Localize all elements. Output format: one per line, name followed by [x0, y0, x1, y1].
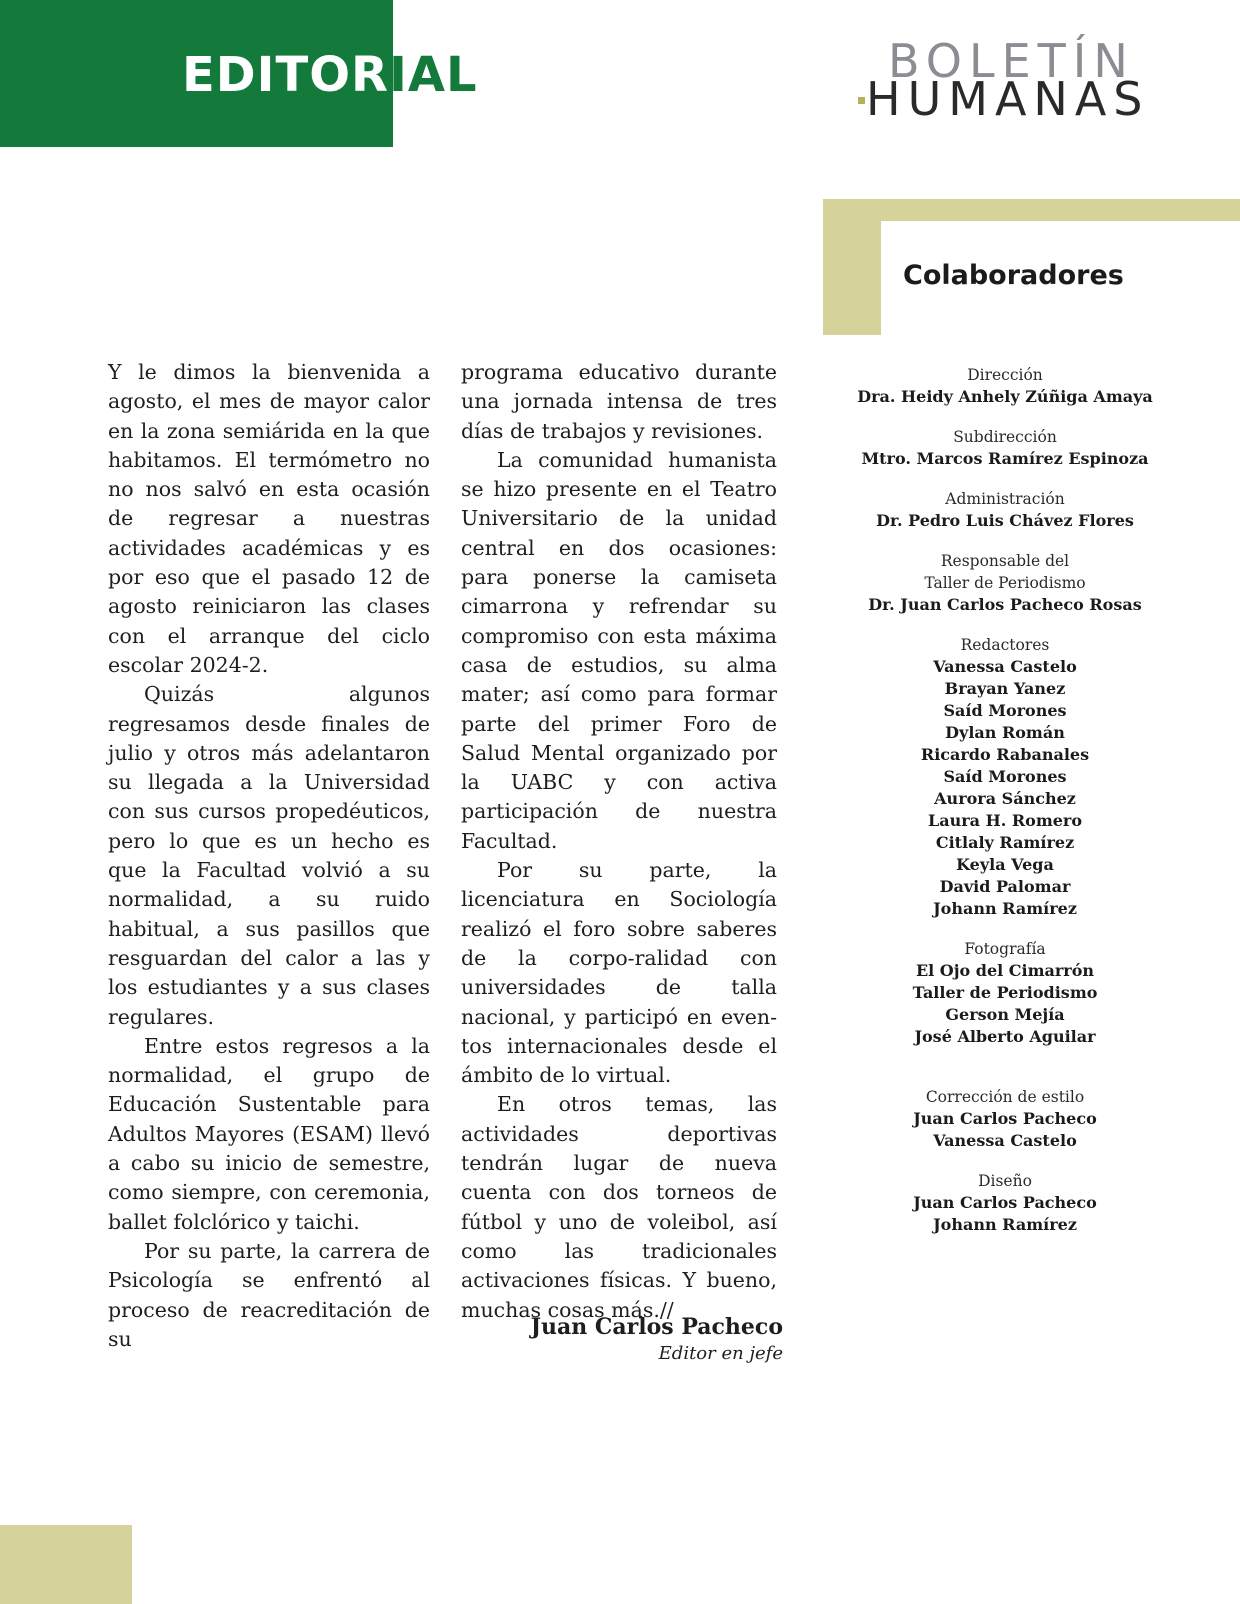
section-title-part-1: EDITOR — [182, 47, 389, 103]
credit-block-redactores — [840, 634, 1170, 920]
credit-name: José Alberto Aguilar — [914, 1027, 1096, 1046]
credit-name: Vanessa Castelo — [933, 1131, 1077, 1150]
editor-signature — [531, 1312, 783, 1366]
article-paragraph: programa educativo durante una jornada intensa de tres días de trabajos y revisiones. — [461, 360, 777, 443]
credit-role: Redactores — [960, 636, 1050, 654]
logo-line-1: BOLETÍN — [888, 34, 1135, 88]
credit-name: Juan Carlos Pacheco — [913, 1109, 1097, 1128]
credit-name: Dylan Román — [945, 723, 1065, 742]
credit-block-fotografia — [840, 938, 1170, 1048]
article-paragraph: Por su parte, la licenciatura en Sociología realizó el foro sobre saberes de la corpo-ralidad con universidades de talla nacional, y participó en even- tos internacionales desde el ámbito de lo virtual. — [461, 858, 777, 1088]
credit-role: Diseño — [978, 1172, 1032, 1190]
colaboradores-heading: Colaboradores — [903, 260, 1124, 291]
credit-name: David Palomar — [939, 877, 1071, 896]
article-paragraph: Y le dimos la bienvenida a agosto, el mes de mayor calor en la zona semiárida en la que habitamos. El termómetro no no nos salvó en esta ocasión de regresar a nuestras actividades académicas y es por eso que el pasado 12 de agosto reiniciaron las clases con el arranque del ciclo escolar 2024-2. — [108, 360, 430, 677]
credit-role: Dirección — [967, 366, 1043, 384]
section-title-part-2: IAL — [389, 47, 478, 103]
credit-name: Saíd Morones — [943, 701, 1067, 720]
credit-name: Juan Carlos Pacheco — [913, 1193, 1097, 1212]
credit-role-line-2: Taller de Periodismo — [924, 574, 1086, 592]
credit-block-diseno — [840, 1170, 1170, 1236]
credit-role: Administración — [945, 490, 1065, 508]
section-title — [182, 44, 478, 106]
credit-role: Responsable del — [940, 552, 1070, 570]
footer-corner-block — [0, 1525, 132, 1604]
article-paragraph: Entre estos regresos a la normalidad, el grupo de Educación Sustentable para Adultos Mayores (ESAM) llevó a cabo su inicio de semestre, como siempre, con ceremonia, ballet folclórico y taichi. — [108, 1033, 430, 1234]
credit-name: El Ojo del Cimarrón — [915, 961, 1095, 980]
credit-name: Keyla Vega — [956, 855, 1054, 874]
credit-name: Taller de Periodismo — [912, 983, 1098, 1002]
credit-name: Gerson Mejía — [945, 1005, 1065, 1024]
credit-name: Saíd Morones — [943, 767, 1067, 786]
credit-name: Vanessa Castelo — [933, 657, 1077, 676]
credit-role: Fotografía — [964, 940, 1046, 958]
credit-name: Mtro. Marcos Ramírez Espinoza — [861, 449, 1149, 468]
credit-name: Dr. Juan Carlos Pacheco Rosas — [868, 595, 1142, 614]
credit-block-correccion — [840, 1086, 1170, 1152]
article-paragraph: Quizás algunos regresamos desde finales de julio y otros más adelantaron su llegada a la Universidad con sus cursos propedéuticos, pero lo que es un hecho es que la Facultad volvió a su normalidad, a su ruido habitual, a sus pasillos que resguardan del calor a las y los estudiantes y a sus clases regulares. — [108, 682, 430, 1029]
credit-name: Johann Ramírez — [933, 1215, 1077, 1234]
credit-name: Laura H. Romero — [927, 811, 1083, 830]
credit-name: Dr. Pedro Luis Chávez Flores — [876, 511, 1134, 530]
credit-name: Brayan Yanez — [944, 679, 1066, 698]
credit-block-administracion — [840, 488, 1170, 532]
credit-block-taller — [840, 550, 1170, 616]
credits-list — [840, 364, 1170, 1254]
article-paragraph: En otros temas, las actividades deportivas tendrán lugar de nueva cuenta con dos torneos de fútbol y uno de voleibol, así como las tradicionales activaciones físicas. Y bueno, muchas cosas más.// — [461, 1092, 777, 1322]
logo-line-2: HUMANAS — [866, 72, 1150, 126]
logo-dot — [858, 97, 865, 104]
credit-role: Subdirección — [953, 428, 1057, 446]
credit-name: Aurora Sánchez — [934, 789, 1076, 808]
credit-name: Dra. Heidy Anhely Zúñiga Amaya — [857, 387, 1153, 406]
credit-name: Ricardo Rabanales — [920, 745, 1090, 764]
credit-block-direccion — [840, 364, 1170, 408]
boletin-humanas-logo — [858, 36, 1188, 126]
credit-name: Citlaly Ramírez — [935, 833, 1075, 852]
article-column-2 — [461, 358, 777, 1325]
signature-role: Editor en jefe — [658, 1343, 783, 1364]
credit-block-subdireccion — [840, 426, 1170, 470]
credit-role: Corrección de estilo — [925, 1088, 1085, 1106]
article-paragraph: La comunidad humanista se hizo presente en el Teatro Universitario de la unidad central en dos ocasiones: para ponerse la camiseta cimarrona y refrendar su compromiso con esta máxima casa de estudios, su alma mater; así como para formar parte del primer Foro de Salud Mental organizado por la UABC y con activa participación de nuestra Facultad. — [461, 447, 777, 853]
article-column-1 — [108, 358, 430, 1354]
article-paragraph: Por su parte, la carrera de Psicología se enfrentó al proceso de reacreditación de su — [108, 1238, 430, 1351]
credit-name: Johann Ramírez — [933, 899, 1077, 918]
signature-name: Juan Carlos Pacheco — [530, 1314, 783, 1340]
